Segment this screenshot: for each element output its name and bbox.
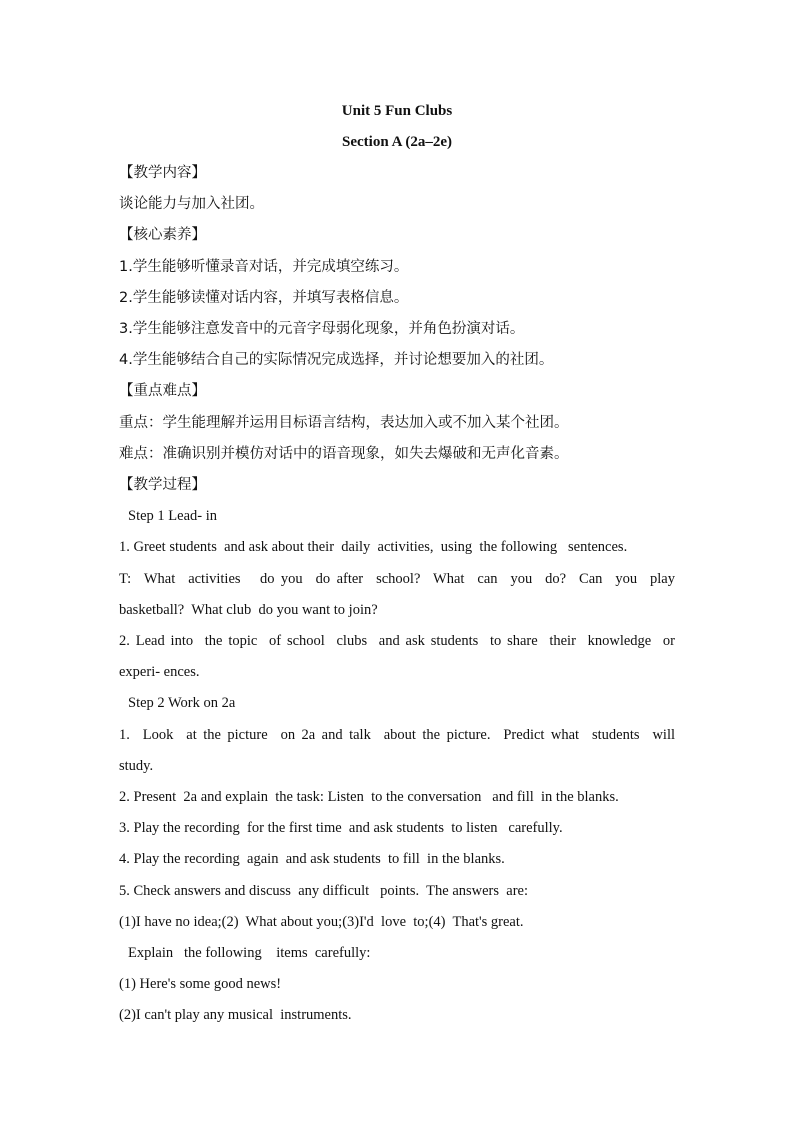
paragraph-line: (2)I can't play any musical instruments.: [119, 1007, 352, 1024]
paragraph-line: 3.学生能够注意发音中的元音字母弱化现象，并角色扮演对话。: [119, 321, 525, 338]
paragraph-line: Explain the following items carefully:: [128, 945, 371, 962]
document-title: Unit 5 Fun Clubs: [341, 103, 453, 119]
paragraph-line: 2.学生能够读懂对话内容，并填写表格信息。: [119, 289, 409, 306]
paragraph-line: basketball? What club do you want to join?: [119, 601, 378, 618]
paragraph-line: 1. Look at the picture on 2a and talk about the picture. Predict what students will: [119, 726, 675, 743]
section-heading-key-points: 【重点难点】: [119, 383, 206, 400]
step-heading: Step 1 Lead- in: [128, 508, 217, 525]
paragraph-line: T: What activities do you do after school? What can you do? Can you play: [119, 570, 675, 587]
document-subtitle: Section A (2a–2e): [342, 134, 452, 150]
paragraph-line: experi- ences.: [119, 664, 200, 681]
paragraph-line: 1. Greet students and ask about their daily activities, using the following sentences.: [119, 539, 628, 556]
paragraph-line: 重点：学生能理解并运用目标语言结构，表达加入或不加入某个社团。: [119, 414, 569, 431]
paragraph-line: 2. Present 2a and explain the task: Listen to the conversation and fill in the blanks.: [119, 789, 619, 806]
paragraph-line: 4.学生能够结合自己的实际情况完成选择，并讨论想要加入的社团。: [119, 352, 554, 369]
paragraph-line: 1.学生能够听懂录音对话，并完成填空练习。: [119, 258, 409, 275]
paragraph-line: 5. Check answers and discuss any difficult points. The answers are:: [119, 882, 529, 899]
document-body: [119, 96, 675, 1032]
paragraph-line: 4. Play the recording again and ask students to fill in the blanks.: [119, 851, 505, 868]
paragraph-line: study.: [119, 757, 154, 774]
paragraph-line: 谈论能力与加入社团。: [119, 196, 264, 213]
step-heading: Step 2 Work on 2a: [128, 695, 236, 712]
section-heading-core-literacy: 【核心素养】: [119, 227, 206, 244]
paragraph-line: 2. Lead into the topic of school clubs and ask students to share their knowledge or: [119, 633, 675, 650]
paragraph-line: (1) Here's some good news!: [119, 976, 282, 993]
section-heading-teaching-process: 【教学过程】: [119, 477, 206, 494]
paragraph-line: (1)I have no idea;(2) What about you;(3)I'd love to;(4) That's great.: [119, 913, 524, 930]
paragraph-line: 难点：准确识别并模仿对话中的语音现象，如失去爆破和无声化音素。: [119, 445, 569, 462]
paragraph-line: 3. Play the recording for the first time and ask students to listen carefully.: [119, 820, 563, 837]
section-heading-teaching-content: 【教学内容】: [119, 165, 206, 181]
